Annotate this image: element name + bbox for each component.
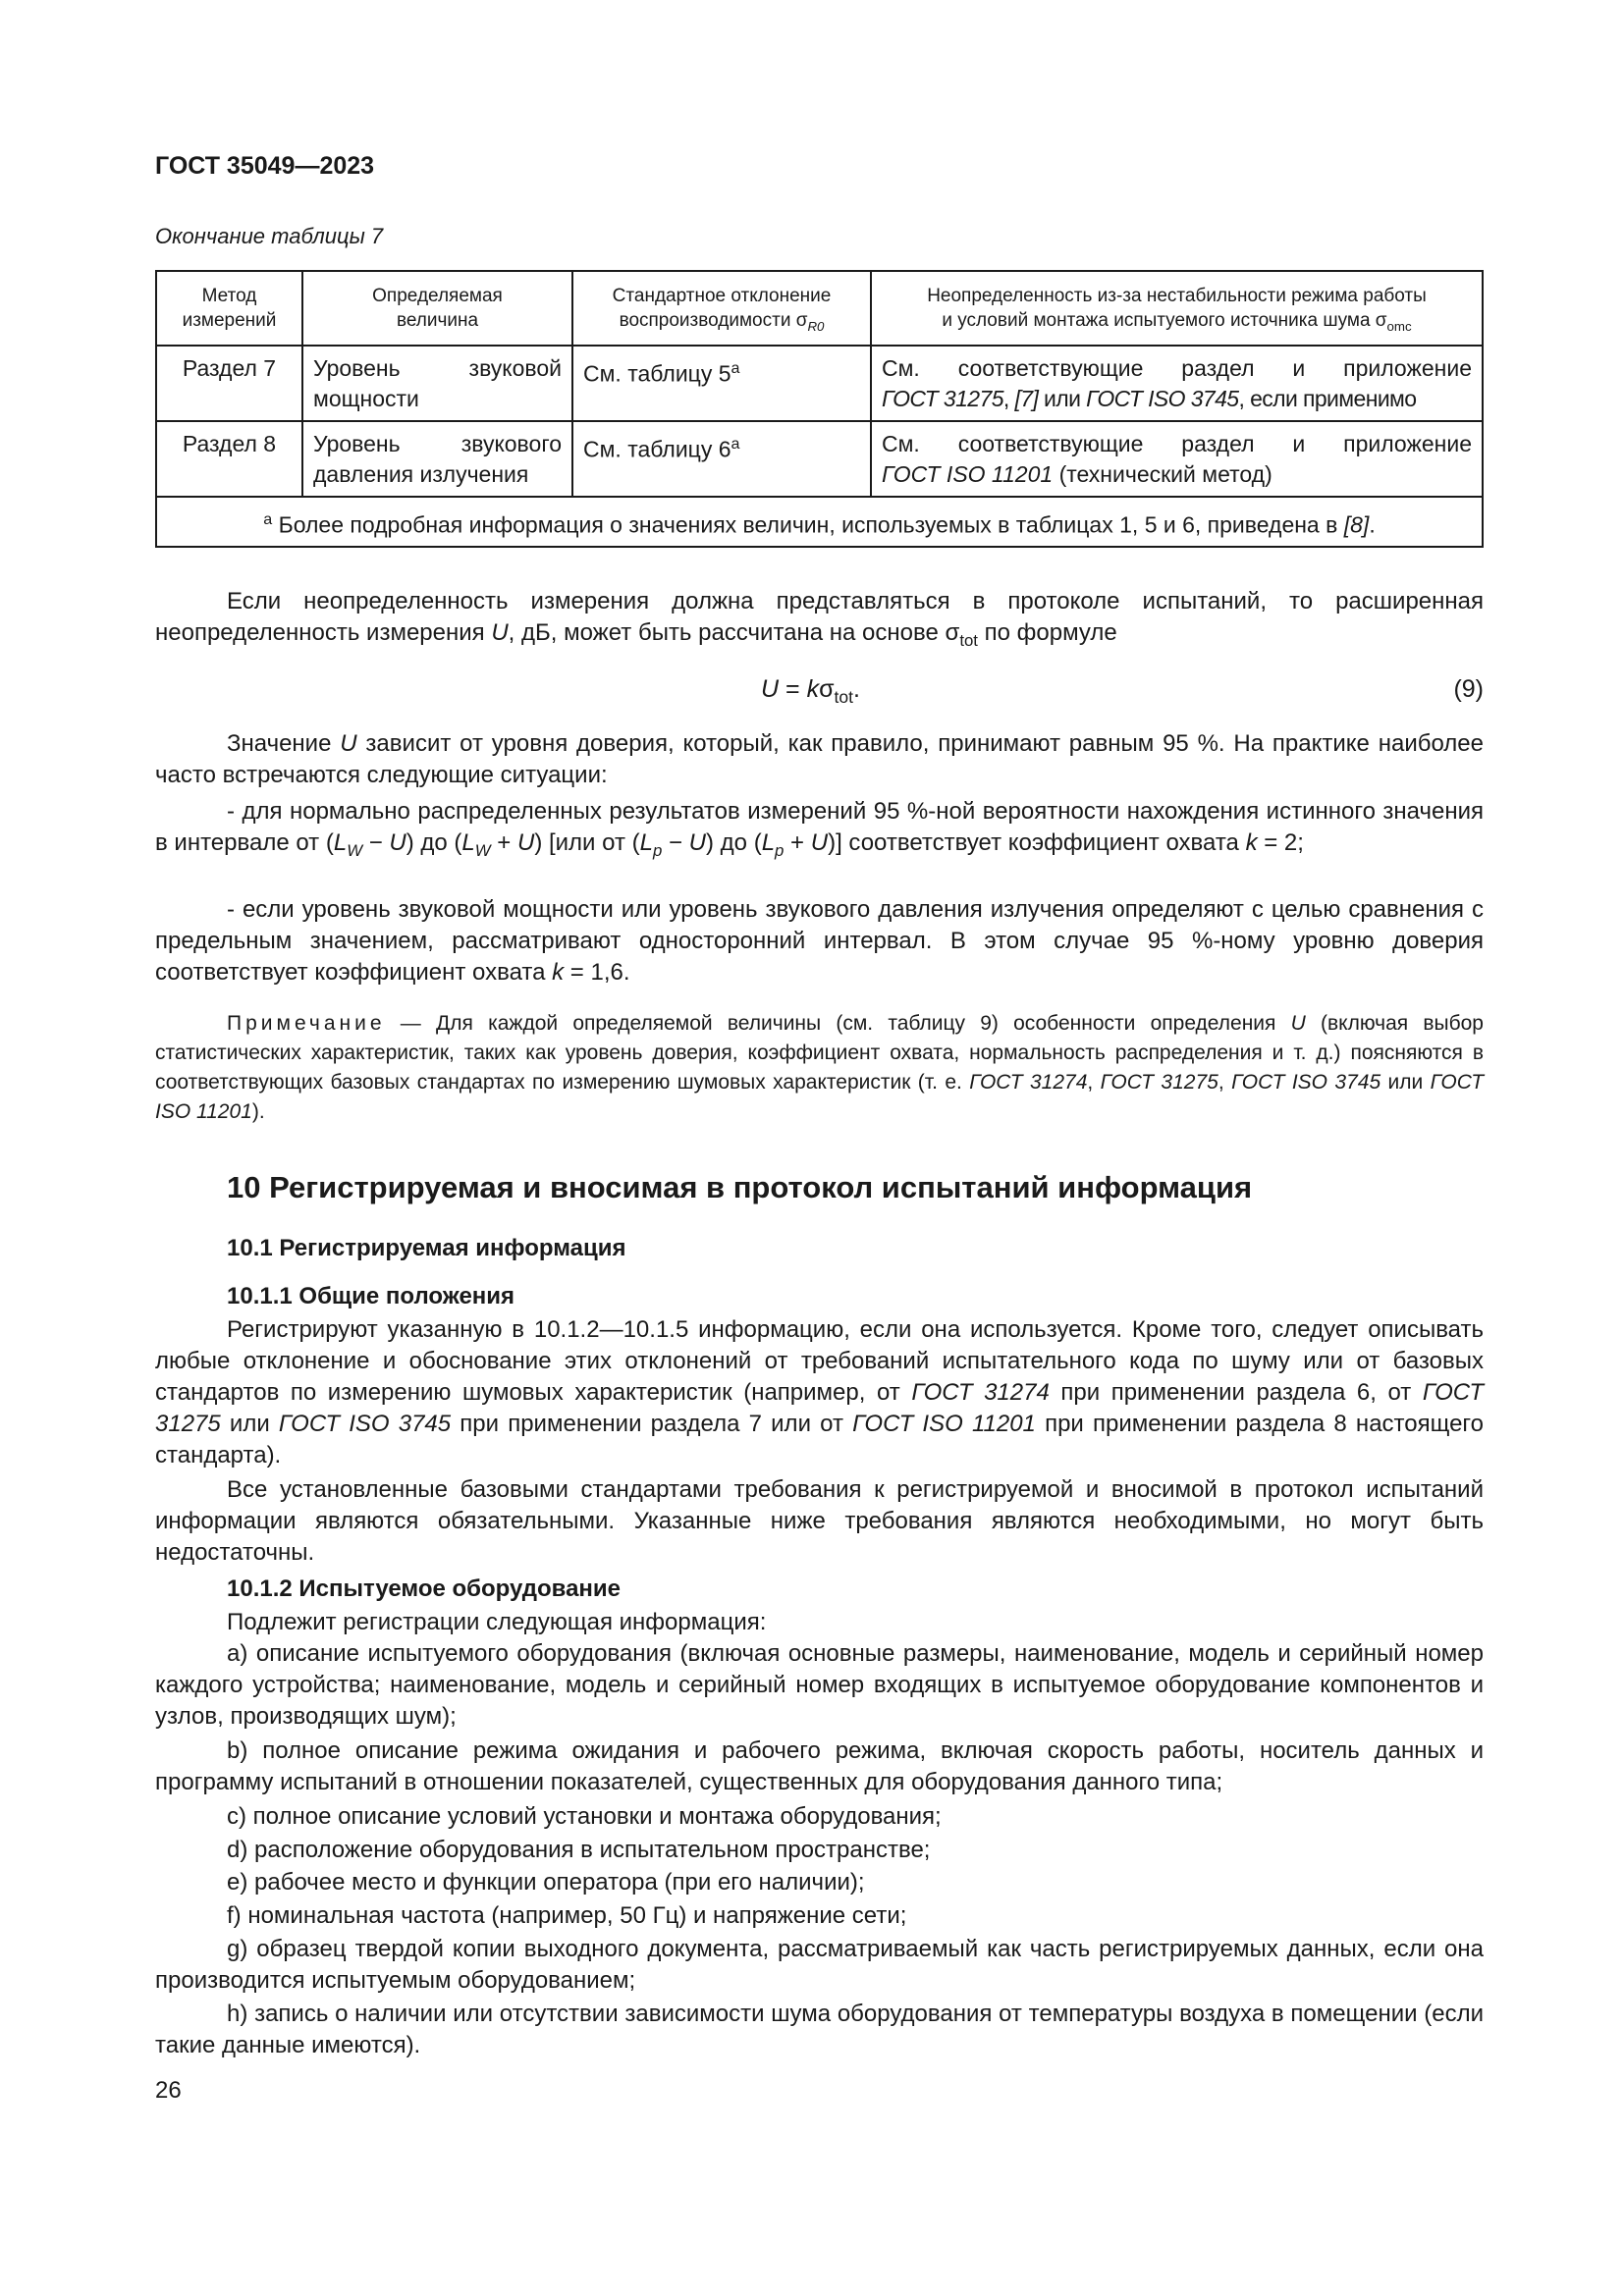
list-item: d) расположение оборудования в испытательном пространстве; [227, 1837, 931, 1863]
col-header-method: Метод измерений [156, 271, 302, 346]
table-7 [155, 270, 1484, 548]
subsection-10-1-heading: 10.1 Регистрируемая информация [227, 1235, 626, 1261]
list-item: e) рабочее место и функции оператора (при его наличии); [227, 1869, 865, 1896]
table-caption: Окончание таблицы 7 [155, 224, 384, 248]
col-header-quantity: Определяемая величина [302, 271, 572, 346]
cell-method: Раздел 7 [156, 346, 302, 421]
cell-quantity: Уровень звуковой мощности [302, 346, 572, 421]
list-item: g) образец твердой копии выходного документа, рассматриваемый как часть регистрируемых данных, если она производится испытуемым оборудованием; [155, 1936, 1484, 1994]
subsection-10-1-1-heading: 10.1.1 Общие положения [227, 1283, 515, 1309]
cell-method: Раздел 8 [156, 421, 302, 497]
paragraph-confidence-level: Значение U зависит от уровня доверия, который, как правило, принимают равным 95 %. На практике наиболее часто встречаются следующие ситуации: [155, 730, 1484, 788]
list-item: c) полное описание условий установки и монтажа оборудования; [227, 1803, 942, 1830]
col-header-std: Стандартное отклонение воспроизводимости $\sigma_{R0}$ [572, 271, 871, 346]
cell-uncertainty: См. соответствующие раздел и приложение ГОСТ ISO 11201 (технический метод) [871, 421, 1483, 497]
cell-uncertainty: См. соответствующие раздел и приложение ГОСТ 31275, [7] или ГОСТ ISO 3745, если применимо [871, 346, 1483, 421]
list-item: b) полное описание режима ожидания и рабочего режима, включая скорость работы, носитель данных и программу испытаний в отношении показателей, существенных для оборудования данного типа; [155, 1737, 1484, 1795]
col-header-uncertainty: Неопределенность из-за нестабильности режима работы и условий монтажа испытуемого источника шума $\sigma_{omc}$ [871, 271, 1483, 346]
document-header: ГОСТ 35049—2023 [155, 152, 375, 180]
table-footnote-row [156, 497, 1483, 548]
table-header-row [156, 271, 1483, 346]
cell-std: См. таблицу 5$^a$ [572, 346, 871, 421]
formula-number: (9) [1453, 675, 1484, 703]
table-footnote: $^a$ Более подробная информация о значениях величин, используемых в таблицах 1, 5 и 6, приведена в [8]. [156, 497, 1483, 548]
paragraph-list-intro: Подлежит регистрации следующая информация: [227, 1609, 767, 1635]
subsection-10-1-2-heading: 10.1.2 Испытуемое оборудование [227, 1575, 622, 1602]
paragraph-mandatory-requirements: Все установленные базовыми стандартами требования к регистрируемой и вносимой в протокол испытаний информации являются обязательными. Указанные ниже требования являются необходимыми, но могут быть недостаточны. [155, 1476, 1484, 1566]
table-row [156, 421, 1483, 497]
formula-9: $U = k\sigma_{tot}$. [761, 675, 860, 707]
list-item: f) номинальная частота (например, 50 Гц) и напряжение сети; [227, 1902, 907, 1929]
cell-std: См. таблицу 6$^a$ [572, 421, 871, 497]
cell-quantity: Уровень звукового давления излучения [302, 421, 572, 497]
paragraph-expanded-uncertainty: Если неопределенность измерения должна представляться в протоколе испытаний, то расширенная неопределенность измерения U, дБ, может быть рассчитана на основе $\sigma_{tot}$ по формуле [155, 588, 1484, 650]
list-item-normal-distribution: - для нормально распределенных результатов измерений 95 %-ной вероятности нахождения истинного значения в интервале от $(L_W - U)$ до $(L_W + U)$ [или от $(L_p - U)$ до $(L_p + U)$] соответствует коэффициент охвата k = 2; [155, 798, 1484, 860]
note-uncertainty: Примечание — Для каждой определяемой величины (см. таблицу 9) особенности определения U (включая выбор статистических характеристик, таких как уровень доверия, коэффициент охвата, нормальность распределения и т. д.) поясняются в соответствующих базовых стандартах по измерению шумовых характеристик (т. е. ГОСТ 31274, ГОСТ 31275, ГОСТ ISO 3745 или ГОСТ ISO 11201). [155, 1012, 1485, 1123]
section-10-heading: 10 Регистрируемая и вносимая в протокол испытаний информация [227, 1170, 1253, 1204]
list-item: h) запись о наличии или отсутствии зависимости шума оборудования от температуры воздуха в помещении (если такие данные имеются). [155, 2001, 1484, 2058]
table-row [156, 346, 1483, 421]
list-item: a) описание испытуемого оборудования (включая основные размеры, наименование, модель и серийный номер каждого устройства; наименование, модель и серийный номер входящих в испытуемое оборудование компонентов и узлов, производящих шум); [155, 1640, 1484, 1730]
list-item-one-sided-interval: - если уровень звуковой мощности или уровень звукового давления излучения определяют с целью сравнения с предельным значением, рассматривают односторонний интервал. В этом случае 95 %-ному уровню доверия соответствует коэффициент охвата k = 1,6. [155, 896, 1484, 986]
page-number: 26 [155, 2077, 182, 2104]
paragraph-general-provisions: Регистрируют указанную в 10.1.2—10.1.5 информацию, если она используется. Кроме того, следует описывать любые отклонение и обоснование этих отклонений от требований испытательного кода по шуму или от базовых стандартов по измерению шумовых характеристик (например, от ГОСТ 31274 при применении раздела 6, от ГОСТ 31275 или ГОСТ ISO 3745 при применении раздела 7 или от ГОСТ ISO 11201 при применении раздела 8 настоящего стандарта). [155, 1316, 1485, 1468]
